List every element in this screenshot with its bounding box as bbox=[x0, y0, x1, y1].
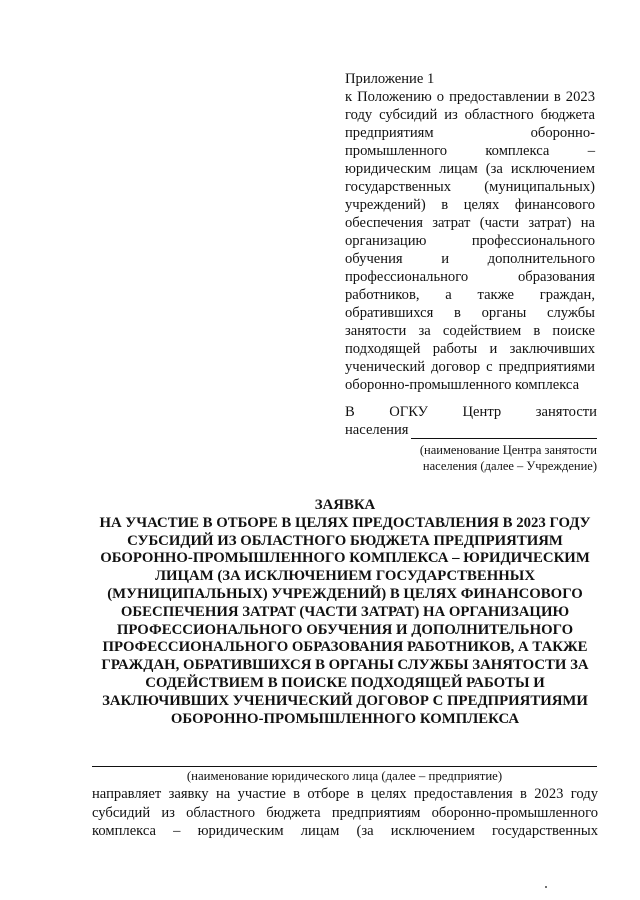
applicant-caption: (наименование юридического лица (далее – предприятие) bbox=[186, 769, 503, 783]
appendix-text: к Положению о предоставлении в 2023 году субсидий из областного бюджета предприятиям оборонно-промышленного комплекса – юридическим лицам (за исключением государственных (муниципальных) учреждений) в целях финансового обеспечения затрат (части затрат) на организацию профессионального обучения и дополнительного профессионального образования работников, а также граждан, обратившихся в органы службы занятости за содействием в поиске подходящей работы и заключивших ученический договор с предприятиями оборонно-промышленного комплекса bbox=[345, 89, 595, 393]
recipient-line: В ОГКУ Центр занятости bbox=[345, 404, 597, 420]
recipient-line-2 bbox=[345, 421, 597, 439]
appendix-heading: Приложение 1 bbox=[345, 71, 435, 87]
appendix-block bbox=[345, 70, 595, 394]
recipient-line-2-text: населения bbox=[345, 422, 409, 438]
scan-speck bbox=[545, 886, 547, 888]
recipient-fill-line bbox=[411, 425, 597, 439]
body-paragraph: направляет заявку на участие в отборе в целях предоставления в 2023 году субсидий из областного бюджета предприятиям оборонно-промышленного комплекса – юридическим лицам (за исключением государственных bbox=[92, 786, 598, 839]
recipient-block bbox=[345, 403, 597, 474]
recipient-caption: (наименование Центра занятости населения (далее – Учреждение) bbox=[419, 443, 597, 473]
title-word: ЗАЯВКА bbox=[314, 497, 376, 513]
title-text: НА УЧАСТИЕ В ОТБОРЕ В ЦЕЛЯХ ПРЕДОСТАВЛЕНИЯ В 2023 ГОДУ СУБСИДИЙ ИЗ ОБЛАСТНОГО БЮДЖЕТА ПРЕДПРИЯТИЯМ ОБОРОННО-ПРОМЫШЛЕННОГО КОМПЛЕКСА – ЮРИДИЧЕСКИМ ЛИЦАМ (ЗА ИСКЛЮЧЕНИЕМ ГОСУДАРСТВЕННЫХ (МУНИЦИПАЛЬНЫХ) УЧРЕЖДЕНИЙ) В ЦЕЛЯХ ФИНАНСОВОГО ОБЕСПЕЧЕНИЯ ЗАТРАТ (ЧАСТИ ЗАТРАТ) НА ОРГАНИЗАЦИЮ ПРОФЕССИОНАЛЬНОГО ОБУЧЕНИЯ И ДОПОЛНИТЕЛЬНОГО ПРОФЕССИОНАЛЬНОГО ОБРАЗОВАНИЯ РАБОТНИКОВ, А ТАКЖЕ ГРАЖДАН, ОБРАТИВШИХСЯ В ОРГАНЫ СЛУЖБЫ ЗАНЯТОСТИ ЗА СОДЕЙСТВИЕМ В ПОИСКЕ ПОДХОДЯЩЕЙ РАБОТЫ И ЗАКЛЮЧИВШИХ УЧЕНИЧЕСКИЙ ДОГОВОР С ПРЕДПРИЯТИЯМИ ОБОРОННО-ПРОМЫШЛЕННОГО КОМПЛЕКСА bbox=[99, 514, 591, 727]
applicant-fill-line bbox=[92, 765, 597, 767]
document-title bbox=[80, 497, 610, 728]
